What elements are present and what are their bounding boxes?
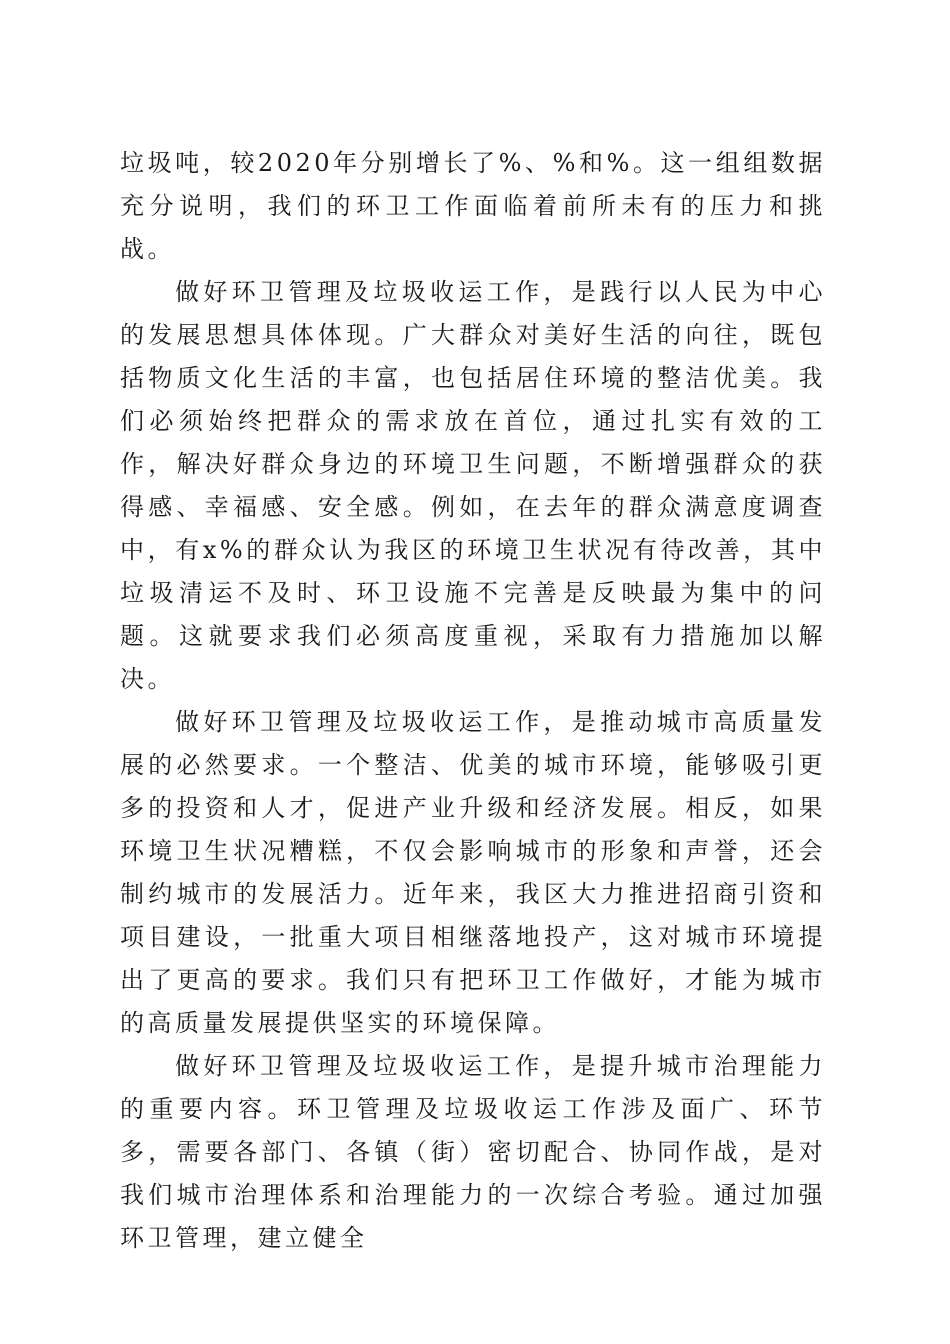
paragraph-high-quality-development: 做好环卫管理及垃圾收运工作，是推动城市高质量发展的必然要求。一个整洁、优美的城市环境，能够吸引更多的投资和人才，促进产业升级和经济发展。相反，如果环境卫生状况糟糕，不仅会影响城市的形象和声誉，还会制约城市的发展活力。近年来，我区大力推进招商引资和项目建设，一批重大项目相继落地投产，这对城市环境提出了更高的要求。我们只有把环卫工作做好，才能为城市的高质量发展提供坚实的环境保障。: [120, 708, 826, 1037]
paragraph-governance-capacity: 做好环卫管理及垃圾收运工作，是提升城市治理能力的重要内容。环卫管理及垃圾收运工作涉及面广、环节多，需要各部门、各镇（街）密切配合、协同作战，是对我们城市治理体系和治理能力的一次综合考验。通过加强环卫管理，建立健全: [120, 1052, 826, 1252]
paragraph-continuation: 垃圾吨，较2020年分别增长了%、%和%。这一组组数据充分说明，我们的环卫工作面临着前所未有的压力和挑战。: [120, 149, 826, 263]
document-body: [120, 142, 826, 1260]
paragraph-people-centered: 做好环卫管理及垃圾收运工作，是践行以人民为中心的发展思想具体体现。广大群众对美好生活的向往，既包括物质文化生活的丰富，也包括居住环境的整洁优美。我们必须始终把群众的需求放在首位，通过扎实有效的工作，解决好群众身边的环境卫生问题，不断增强群众的获得感、幸福感、安全感。例如，在去年的群众满意度调查中，有x%的群众认为我区的环境卫生状况有待改善，其中垃圾清运不及时、环卫设施不完善是反映最为集中的问题。这就要求我们必须高度重视，采取有力措施加以解决。: [120, 278, 826, 693]
